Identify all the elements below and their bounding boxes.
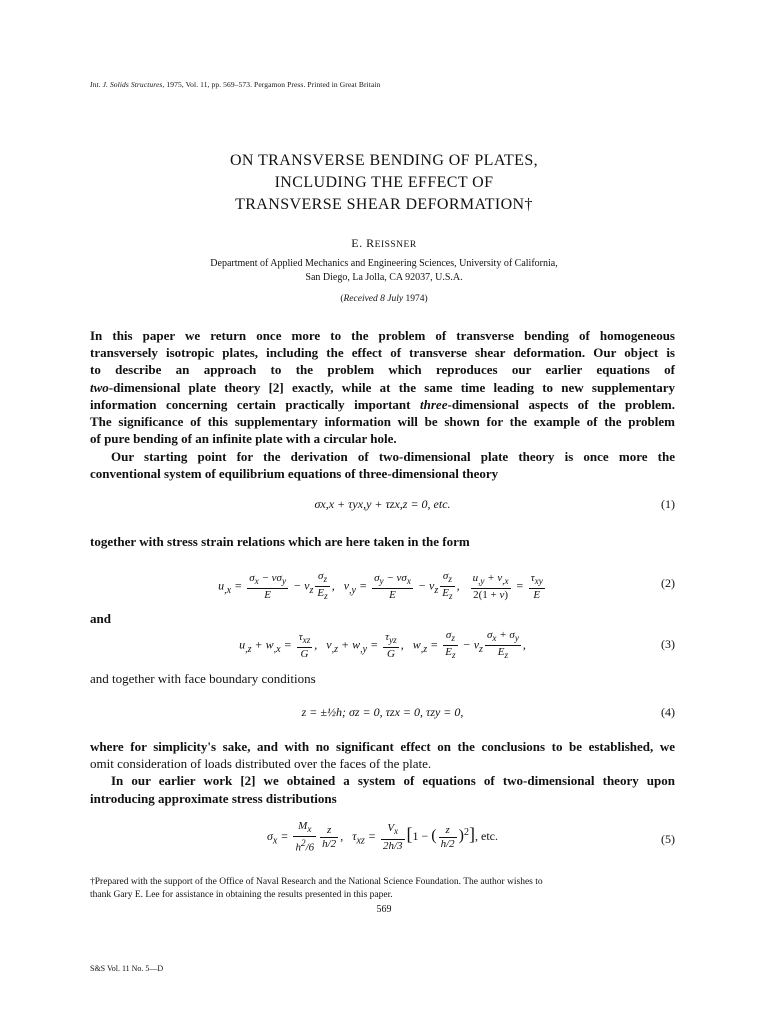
body-line: introducing approximate stress distributions [90, 790, 337, 806]
affiliation [0, 257, 768, 285]
equation-1 [90, 497, 675, 515]
abstract-line-4-rest: -dimensional plate theory [2] exactly, while at the same time leading to new supplementary [108, 379, 675, 395]
equation-number: (4) [661, 705, 675, 719]
equation-3 [90, 627, 675, 667]
footnote-line-2: thank Gary E. Lee for assistance in obtaining the results presented in this paper. [90, 890, 393, 900]
author-name [0, 236, 768, 251]
abstract-paragraph [90, 327, 675, 447]
running-head [90, 80, 380, 89]
abstract-line: In this paper we return once more to the problem of transverse bending of homogeneous [90, 328, 675, 343]
footnote [90, 876, 675, 902]
body-line-and [90, 610, 675, 627]
body-line-after-eq1 [90, 533, 675, 550]
received-text: Received 8 July [343, 294, 404, 304]
body-paragraph-3 [90, 738, 675, 807]
title-line-3: TRANSVERSE SHEAR DEFORMATION† [235, 196, 533, 213]
author-initial: E. R [351, 236, 375, 250]
abstract-line: to describe an approach to the problem which reproduces our earlier equations of [90, 362, 675, 378]
equation-number: (3) [661, 637, 675, 651]
abstract-line [90, 396, 675, 413]
body-line: In our earlier work [2] we obtained a system of equations of two-dimensional theory upon [111, 773, 675, 789]
equation-4 [90, 705, 675, 723]
page-number: 569 [376, 904, 392, 915]
abstract-line-5-start: information concerning certain practically important [90, 396, 421, 412]
footnote-line-1: †Prepared with the support of the Office of Naval Research and the National Science Foundation. The author wishes to [90, 877, 543, 887]
journal-name: Int. J. Solids Structures, [90, 80, 165, 89]
equation-3-body: $u_{,z} + w_{,x}$ = $\frac{\tau_{xz}}{G}$ , $v_{,z} + w_{,y}$ = $\frac{\tau_{yz}}{G}$ , $w_{,z}$ = $\frac{\sigma_z}{E_z}$ − $\nu_z$ $\frac{\sigma_x + \sigma_y}{E_z}$ , [239, 629, 526, 661]
body-line: conventional system of equilibrium equations of three-dimensional theory [90, 466, 499, 482]
received-open: ( [340, 294, 344, 304]
equation-number: (2) [661, 576, 675, 590]
equation-number: (5) [661, 832, 675, 846]
body-line: Our starting point for the derivation of two-dimensional plate theory is once more the [111, 449, 675, 464]
journal-details: 1975, Vol. 11, pp. 569–573. Pergamon Press. Printed in Great Britain [166, 80, 381, 89]
body-line: omit consideration of loads distributed over the faces of the plate. [90, 756, 432, 772]
title-line-2: INCLUDING THE EFFECT OF [274, 174, 494, 191]
equation-2-body: $u_{,x}$ = $\frac{\sigma_x - \nu\sigma_y}{E}$ − $\nu_z$ $\frac{\sigma_z}{E_z}$ , $v_{,y}$ = $\frac{\sigma_y - \nu\sigma_x}{E}$ − $\nu_z$ $\frac{\sigma_z}{E_z}$ , $\frac{u_{,y} + v_{,x}}{2(1 + \nu)}$ = $\frac{\tau_{xy}}{E}$ [218, 570, 543, 602]
paper-title [0, 150, 768, 216]
abstract-line: The significance of this supplementary information will be shown for the example of the problem [90, 414, 675, 430]
body-line: where for simplicity's sake, and with no significant effect on the conclusions to be established, we [90, 739, 675, 754]
equation-5 [90, 820, 675, 860]
received-date [0, 294, 768, 304]
equation-5-body: $\sigma_x$ = $\frac{M_x}{h^2/6}$ $\frac{z}{h/2}$ , $\tau_{xz}$ = $\frac{V_x}{2h/3}$ [1 − ( $\frac{z}{h/2}$ )$^2$], etc. [267, 820, 498, 854]
series-line: S&S Vol. 11 No. 5—D [90, 964, 164, 973]
title-line-1: ON TRANSVERSE BENDING OF PLATES, [229, 152, 539, 169]
body-line: and together with face boundary conditions [90, 671, 316, 686]
body-paragraph-2 [90, 448, 675, 482]
body-line: and [90, 611, 111, 626]
abstract-emph-two: two [90, 379, 109, 395]
received-year: 1974) [403, 294, 428, 304]
body-line: together with stress strain relations which are here taken in the form [90, 534, 470, 549]
equation-1-body: σx,x + τyx,y + τzx,z = 0, etc. [314, 497, 451, 511]
abstract-line [90, 379, 675, 396]
abstract-line: transversely isotropic plates, including the effect of transverse shear deformation. Our object is [90, 345, 675, 361]
author-surname: EISSNER [374, 240, 417, 250]
affiliation-line-2: San Diego, La Jolla, CA 92037, U.S.A. [305, 272, 463, 283]
abstract-emph-three: three [420, 396, 448, 412]
equation-4-body: z = ±½h; σz = 0, τzx = 0, τzy = 0, [301, 705, 464, 719]
affiliation-line-1: Department of Applied Mechanics and Engineering Sciences, University of California, [210, 258, 558, 269]
abstract-line: of pure bending of an infinite plate with a circular hole. [90, 431, 397, 447]
abstract-line-5-end: -dimensional aspects of the problem. [447, 396, 675, 412]
body-line-after-eq3 [90, 670, 675, 687]
equation-number: (1) [661, 497, 675, 511]
equation-2 [90, 566, 675, 606]
